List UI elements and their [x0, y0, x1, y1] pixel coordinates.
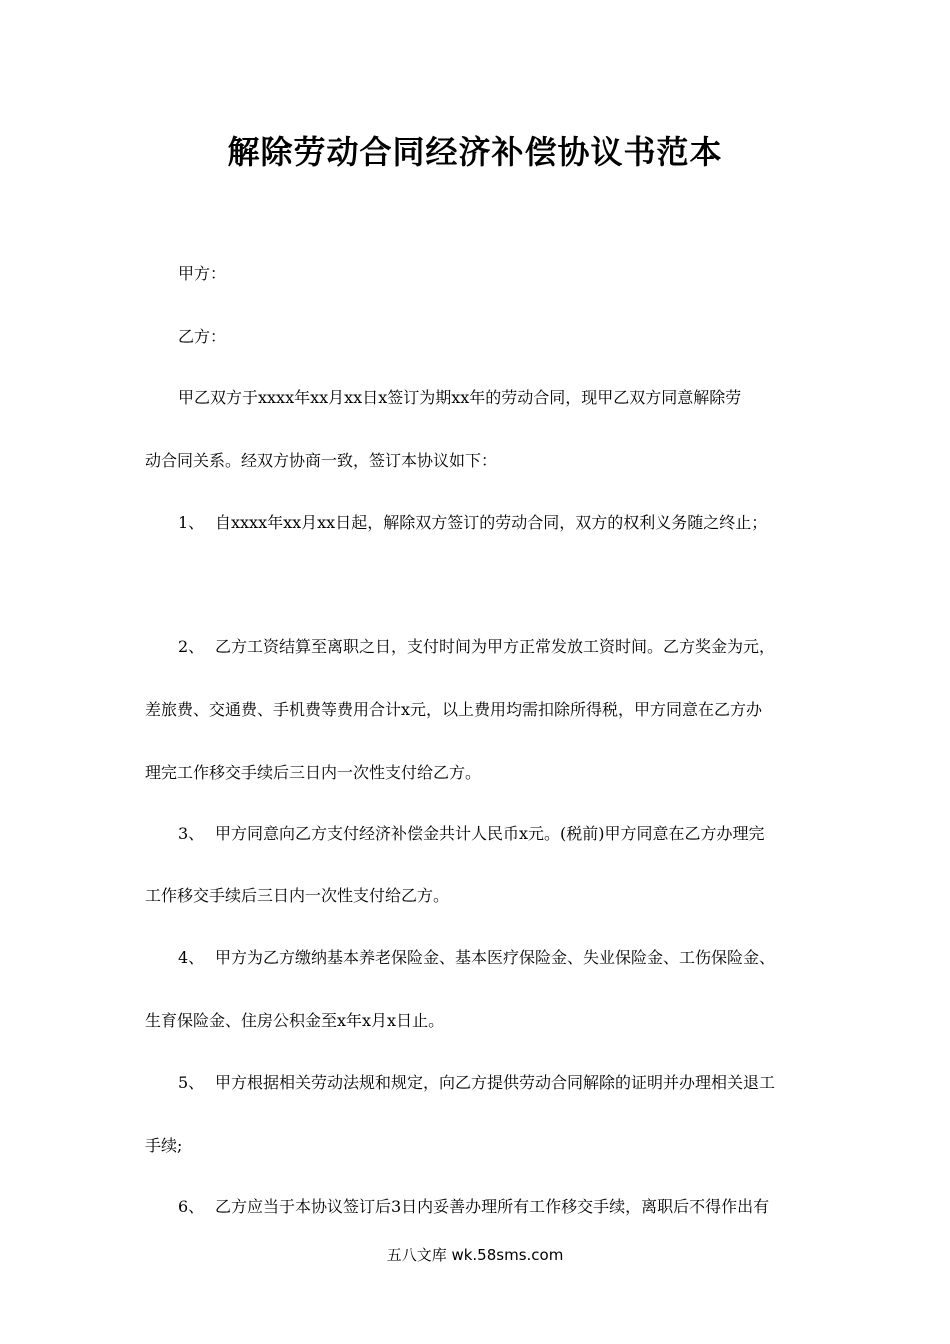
- item-number: 2、: [178, 637, 205, 656]
- item-5-line-2: 手续;: [145, 1136, 183, 1155]
- item-3-line-2: 工作移交手续后三日内一次性支付给乙方。: [145, 886, 450, 905]
- item-1-line-1: 自xxxx年xx月xx日起，解除双方签订的劳动合同，双方的权利义务随之终止；: [215, 513, 768, 532]
- intro-line-1: 甲乙双方于xxxx年xx月xx日x签订为期xx年的劳动合同，现甲乙双方同意解除劳: [178, 388, 742, 407]
- item-number: 3、: [178, 824, 205, 843]
- item-2-line-1: 乙方工资结算至离职之日，支付时间为甲方正常发放工资时间。乙方奖金为元，: [215, 637, 776, 656]
- intro-line-2: 动合同关系。经双方协商一致，签订本协议如下：: [145, 451, 498, 470]
- item-2-line-3: 理完工作移交手续后三日内一次性支付给乙方。: [145, 763, 482, 782]
- party-a-label: 甲方：: [178, 264, 227, 283]
- item-3-line-1: 甲方同意向乙方支付经济补偿金共计人民币x元。(税前)甲方同意在乙方办理完: [215, 824, 765, 843]
- item-number: 5、: [178, 1073, 205, 1092]
- party-b-label: 乙方：: [178, 327, 227, 346]
- footer-watermark: 五八文库 wk.58sms.com: [386, 1246, 564, 1264]
- item-6-line-1: 乙方应当于本协议签订后3日内妥善办理所有工作移交手续，离职后不得作出有: [215, 1197, 770, 1216]
- item-4-line-1: 甲方为乙方缴纳基本养老保险金、基本医疗保险金、失业保险金、工伤保险金、: [215, 948, 776, 967]
- item-4-line-2: 生育保险金、住房公积金至x年x月x日止。: [145, 1011, 445, 1030]
- item-number: 4、: [178, 948, 205, 967]
- item-number: 1、: [178, 513, 205, 532]
- item-number: 6、: [178, 1197, 205, 1216]
- item-2-line-2: 差旅费、交通费、手机费等费用合计x元，以上费用均需扣除所得税，甲方同意在乙方办: [145, 700, 763, 719]
- document-title: 解除劳动合同经济补偿协议书范本: [227, 133, 723, 171]
- item-5-line-1: 甲方根据相关劳动法规和规定，向乙方提供劳动合同解除的证明并办理相关退工: [215, 1073, 776, 1092]
